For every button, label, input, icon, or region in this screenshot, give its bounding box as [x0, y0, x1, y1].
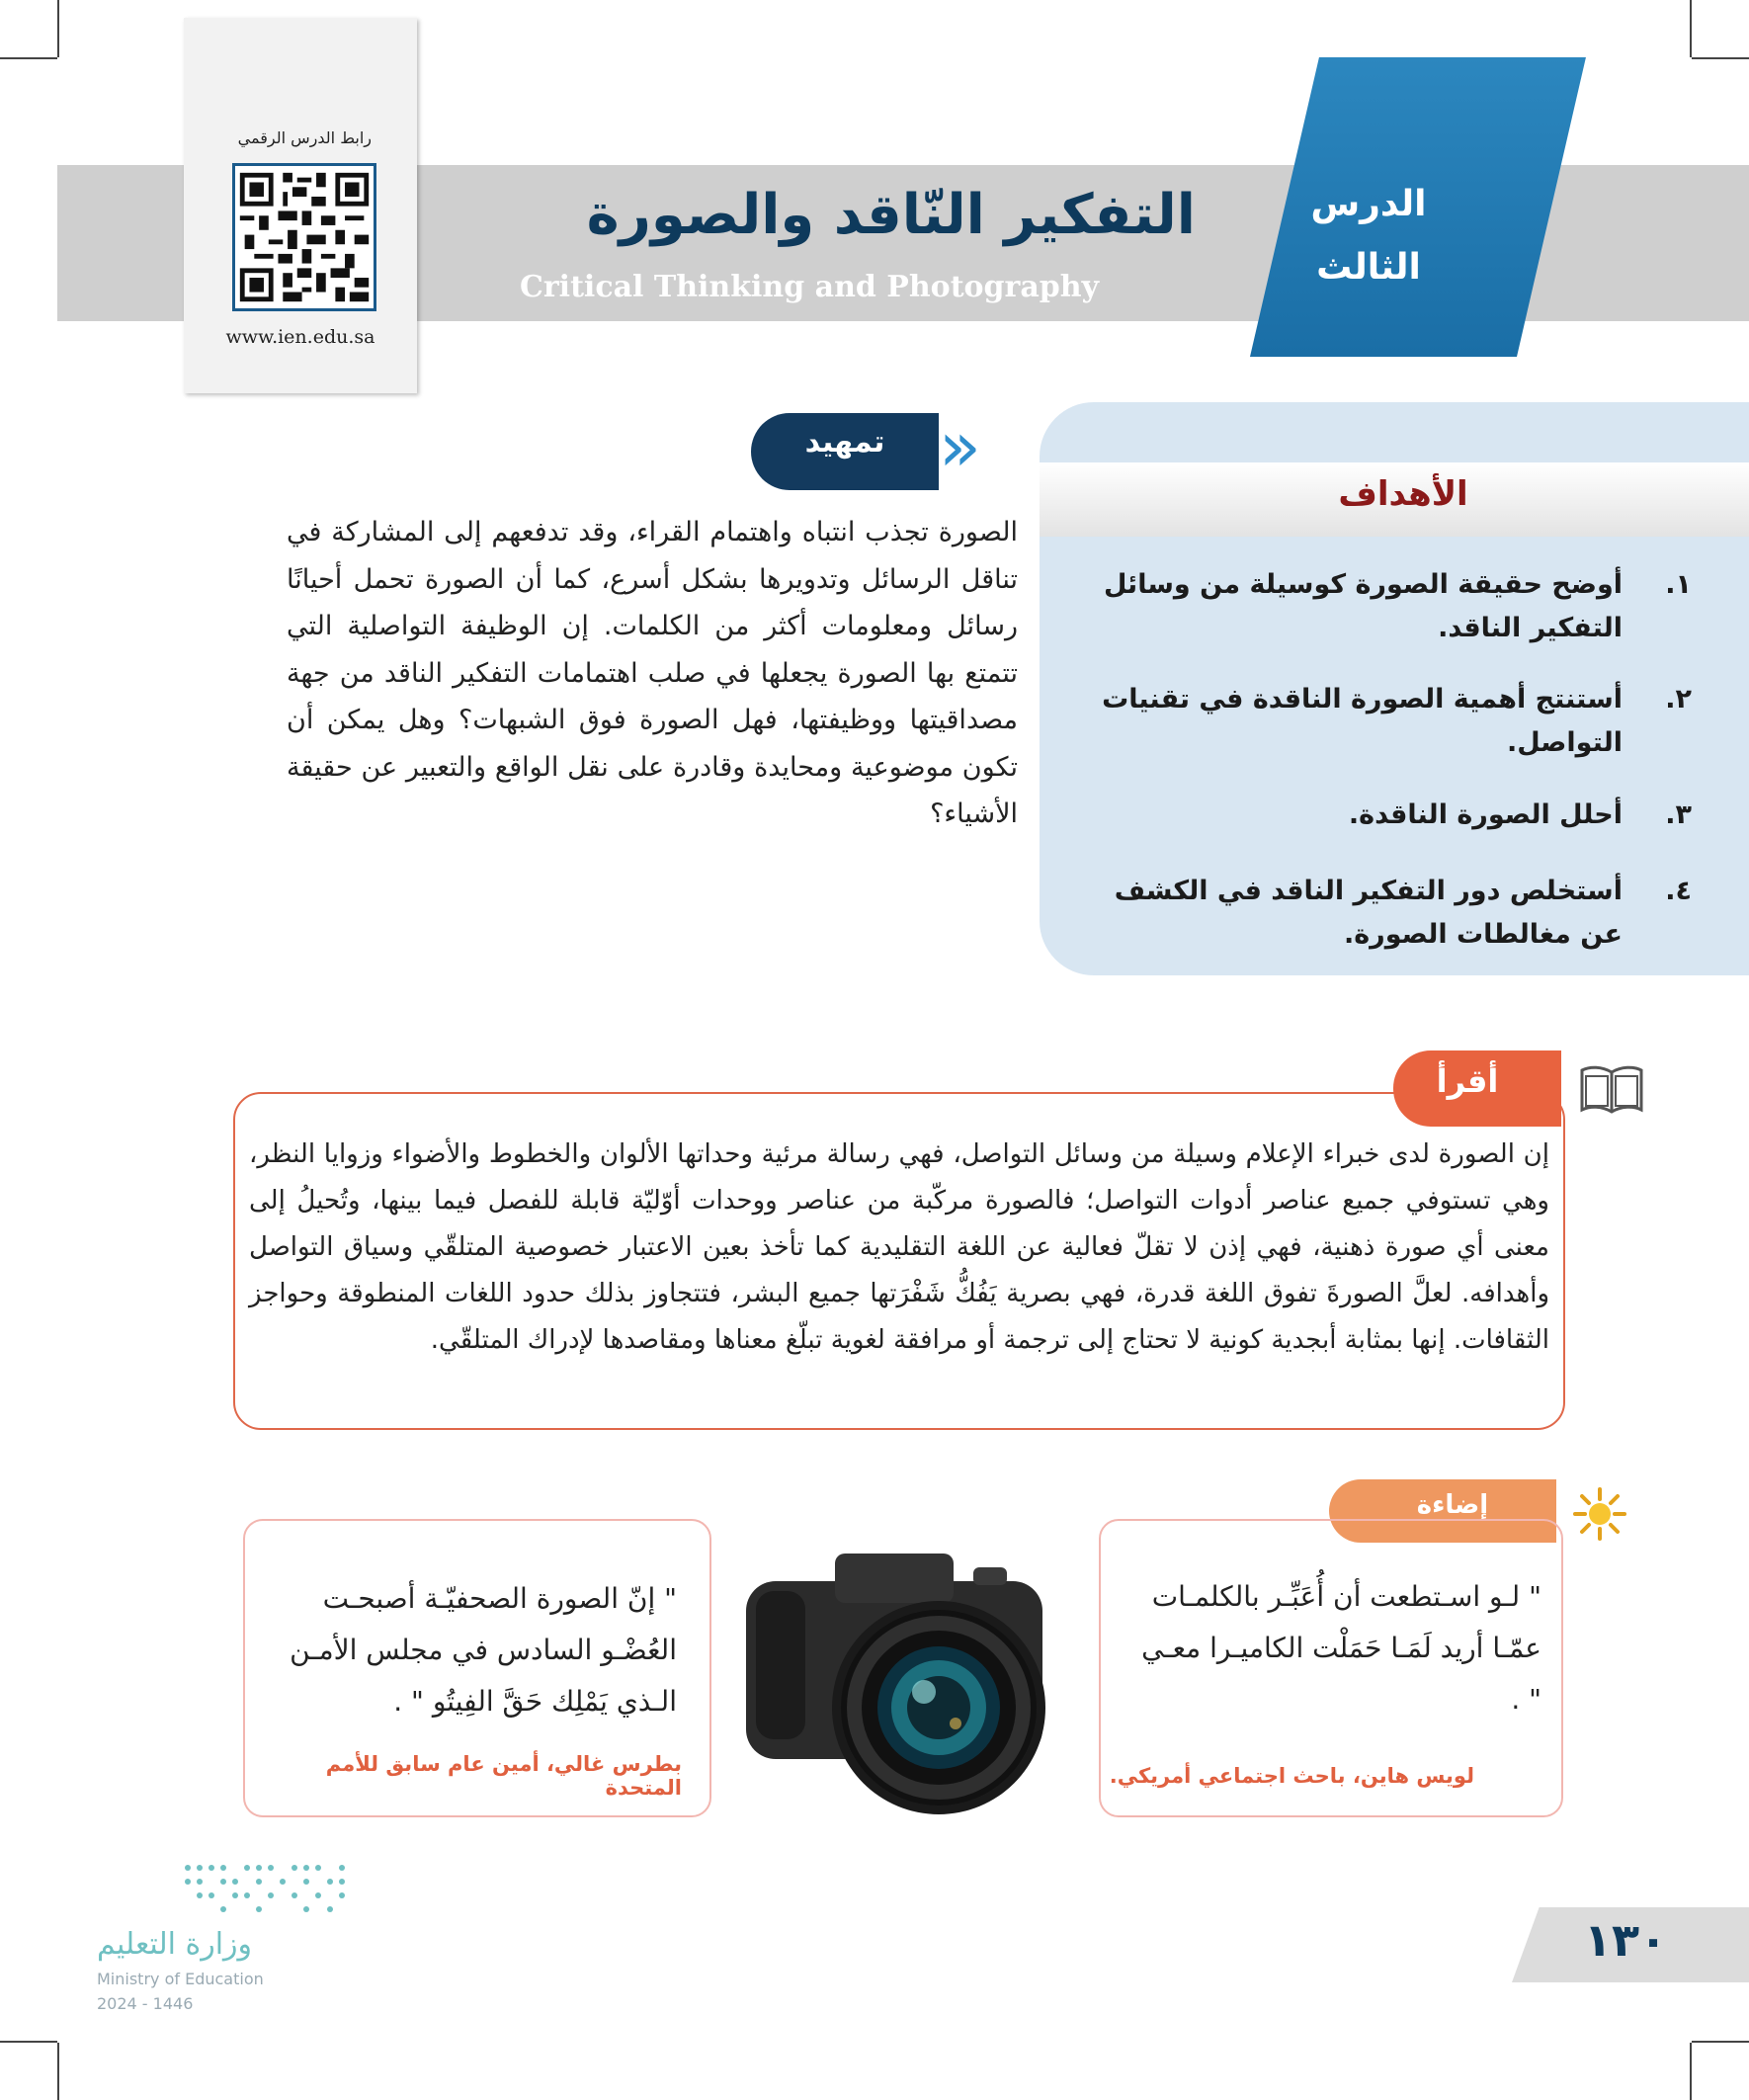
light-label: إضاءة — [1416, 1490, 1489, 1520]
ministry-name-ar: وزارة التعليم — [97, 1927, 253, 1962]
objective-text: أستخلص دور التفكير الناقد في الكشف عن مغالطات الصورة. — [1114, 876, 1623, 950]
objective-number: ١. — [1665, 569, 1692, 600]
ministry-logo-icon — [178, 1858, 356, 1917]
double-chevron-icon: « — [939, 406, 981, 487]
qr-label: رابط الدرس الرقمي — [237, 128, 372, 147]
crop-mark — [57, 2043, 59, 2100]
objective-number: ٣. — [1665, 799, 1692, 830]
lesson-label: الدرس — [1310, 184, 1427, 224]
page-title: التفكير النّاقد والصورة — [586, 183, 1196, 247]
objectives-title: الأهداف — [1338, 474, 1468, 514]
quote-text-right: " لـو اسـتطعت أن أُعَبِّـر بالكلمـات عمّـا أريد لَمَـا حَمَلْت الكاميـرا معـي " . — [1141, 1580, 1541, 1716]
objective-number: ٢. — [1665, 684, 1692, 714]
sun-icon — [1573, 1487, 1626, 1541]
objective-text: أستنتج أهمية الصورة الناقدة في تقنيات التواصل. — [1102, 684, 1623, 758]
page-subtitle-en: Critical Thinking and Photography — [520, 270, 1099, 304]
objective-text: أحلل الصورة الناقدة. — [1348, 799, 1623, 830]
quote-author-left: بطرس غالي، أمين عام سابق للأمم المتحدة — [325, 1752, 682, 1800]
read-label: أقرأ — [1436, 1062, 1499, 1100]
ministry-name-en: Ministry of Education — [97, 1970, 264, 1988]
objective-number: ٤. — [1665, 876, 1692, 906]
qr-code[interactable] — [232, 163, 376, 311]
quote-text-left: " إنّ الصورة الصحفيّـة أصبحـت العُضْـو السادس في مجلس الأمـن الـذي يَمْلِك حَقَّ الفِيتُو " . — [290, 1582, 677, 1718]
crop-mark — [0, 57, 57, 59]
objective-text: أوضح حقيقة الصورة كوسيلة من وسائل التفكير الناقد. — [1103, 569, 1623, 643]
page-number: ١٣٠ — [1583, 1913, 1668, 1967]
lesson-badge-text — [1270, 173, 1467, 299]
objective-item — [1069, 870, 1692, 957]
crop-mark — [0, 2041, 57, 2043]
camera-image — [726, 1522, 1082, 1818]
quote-author-right: لويس هاين، باحث اجتماعي أمريكي. — [1109, 1764, 1474, 1788]
open-book-icon — [1578, 1062, 1645, 1118]
crop-mark — [1690, 2043, 1692, 2100]
intro-paragraph: الصورة تجذب انتباه واهتمام القراء، وقد تدفعهم إلى المشاركة في تناقل الرسائل وتدويرها بشكل أسرع، كما أن الصورة تحمل أحيانًا رسائل ومعلومات أكثر من الكلمات. إن الوظيفة التواصلية التي تتمتع بها الصورة يجعلها في صلب اهتمامات التفكير الناقد من جهة مصداقيتها ووظيفتها، فهل الصورة فوق الشبهات؟ وهل يمكن أن تكون موضوعية ومحايدة وقادرة على نقل الواقع والتعبير عن حقيقة الأشياء؟ — [287, 517, 1018, 829]
crop-mark — [57, 0, 59, 57]
read-paragraph: إن الصورة لدى خبراء الإعلام وسيلة من وسائل التواصل، فهي رسالة مرئية وحداتها الألوان والخطوط والأضواء وزوايا النظر، وهي تستوفي جميع عناصر أدوات التواصل؛ فالصورة مركّبة من عناصر ووحدات أوّليّة قابلة للفصل فيما بينها، وتُحيلُ إلى معنى أي صورة ذهنية، فهي إذن لا تقلّ فعالية عن اللغة التقليدية كما تأخذ بعين الاعتبار خصوصية المتلقّي وسياق التواصل وأهدافه. لعلَّ الصورةَ تفوق اللغة قدرة، فهي بصرية يَفُكُّ شَفْرَتها جميع البشر، فتتجاوز بذلك حدود اللغات المنطوقة وحواجز الثقافات. إنها بمثابة أبجدية كونية لا تحتاج إلى ترجمة أو مرافقة لغوية تبلّغ معناها ومقاصدها لإدراك المتلقّي. — [249, 1139, 1549, 1355]
objective-item — [1069, 678, 1692, 765]
ministry-year: 2024 - 1446 — [97, 1994, 194, 2013]
intro-label: تمهيد — [804, 425, 885, 460]
qr-url[interactable]: www.ien.edu.sa — [225, 326, 375, 348]
lesson-number: الثالث — [1316, 247, 1421, 288]
qr-code-icon — [235, 166, 374, 308]
objective-item — [1069, 794, 1692, 837]
objective-item — [1069, 563, 1692, 650]
crop-mark — [1692, 2041, 1749, 2043]
crop-mark — [1692, 57, 1749, 59]
crop-mark — [1690, 0, 1692, 57]
